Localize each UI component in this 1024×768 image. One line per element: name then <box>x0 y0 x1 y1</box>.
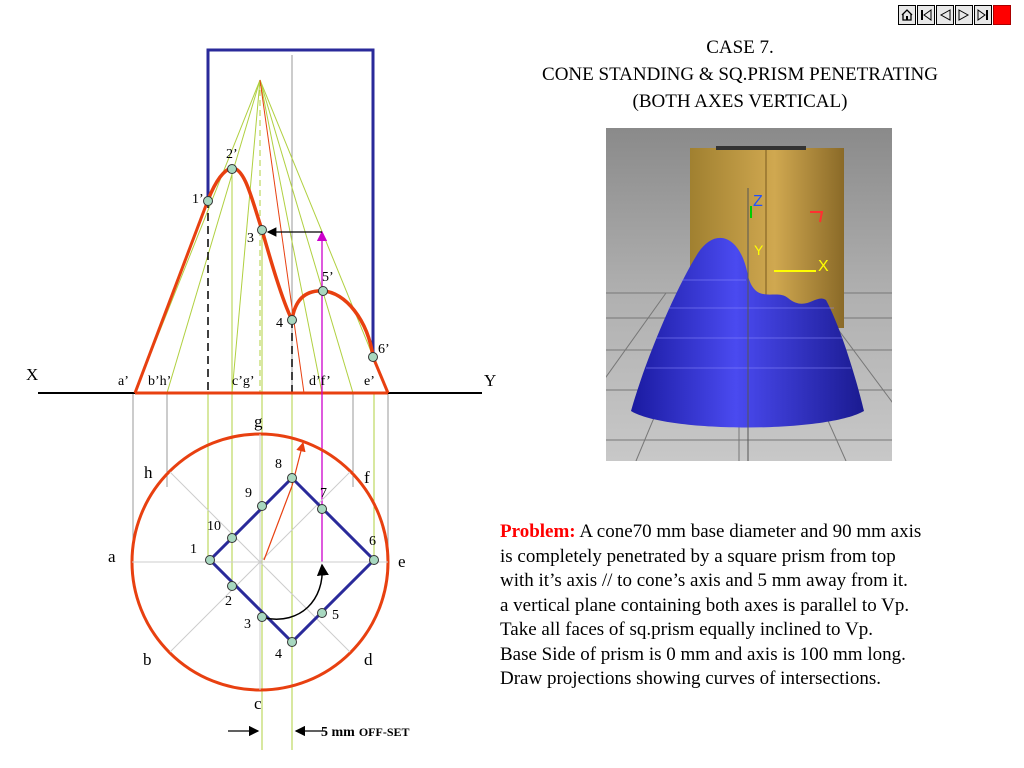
point-3-tv: 3 <box>244 617 251 632</box>
point-2-tv: 2 <box>225 594 232 609</box>
previous-slide-button[interactable] <box>936 5 954 25</box>
gen-label-a: a <box>108 547 116 566</box>
home-icon <box>900 8 914 22</box>
point-6-tv: 6 <box>369 534 376 549</box>
gen-label-e: e <box>398 552 406 571</box>
last-icon <box>976 8 990 22</box>
3d-render-image <box>606 128 892 461</box>
problem-line-7: Draw projections showing curves of intersections. <box>500 668 881 689</box>
problem-statement <box>500 520 1010 692</box>
point-1-tv: 1 <box>190 542 197 557</box>
offset-number: 5 mm <box>321 725 355 740</box>
title-line-3: (BOTH AXES VERTICAL) <box>632 91 848 112</box>
problem-line-3: with it’s axis // to cone’s axis and 5 mm away from it. <box>500 570 908 591</box>
label-a-prime: a’ <box>118 374 129 389</box>
label-e-prime: e’ <box>364 374 375 389</box>
point-10-tv: 10 <box>207 519 221 534</box>
point-4-fv: 4 <box>276 316 283 331</box>
stop-icon <box>995 8 1009 22</box>
point-9-tv: 9 <box>245 486 252 501</box>
cone-left-edge <box>135 200 208 393</box>
axis-z-label: Z <box>753 193 763 210</box>
first-slide-button[interactable] <box>917 5 935 25</box>
axis-y-label: Y <box>754 242 764 258</box>
problem-line-4: a vertical plane containing both axes is parallel to Vp. <box>500 594 910 616</box>
problem-line-5: Take all faces of sq.prism equally inclined to Vp. <box>500 619 873 640</box>
gen-label-d: d <box>364 650 373 669</box>
rotation-arrow <box>265 565 322 619</box>
next-slide-button[interactable] <box>955 5 973 25</box>
point-1-prime: 1’ <box>192 192 204 207</box>
label-bh-prime: b’h’ <box>148 374 172 389</box>
slide-title <box>490 34 990 115</box>
problem-line-1 <box>500 520 1010 545</box>
point-2-prime: 2’ <box>226 147 238 162</box>
point-3-fv: 3 <box>247 231 254 246</box>
fv-points <box>204 165 378 362</box>
point-7-tv: 7 <box>320 486 327 501</box>
offset-label <box>321 725 410 740</box>
first-icon <box>919 8 933 22</box>
prism-front-view <box>208 50 373 355</box>
gen-label-f: f <box>364 468 370 487</box>
slide-navigation <box>898 5 1012 25</box>
point-6-prime: 6’ <box>378 342 390 357</box>
home-button[interactable] <box>898 5 916 25</box>
point-8-tv: 8 <box>275 457 282 472</box>
problem-line-6: Base Side of prism is 0 mm and axis is 100 mm long. <box>500 643 906 665</box>
point-4-tv: 4 <box>275 647 282 662</box>
problem-text-1: A cone70 mm base diameter and 90 mm axis <box>575 521 922 542</box>
gen-label-g: g <box>254 412 263 431</box>
point-5-prime: 5’ <box>322 270 334 285</box>
offset-text: OFF-SET <box>358 725 410 739</box>
tv-generators <box>132 434 388 690</box>
last-slide-button[interactable] <box>974 5 992 25</box>
gen-label-h: h <box>144 463 153 482</box>
gen-label-b: b <box>143 650 152 669</box>
previous-icon <box>938 8 952 22</box>
red-generator-fv <box>260 80 304 393</box>
label-x: X <box>26 365 39 384</box>
point-5-tv: 5 <box>332 608 339 623</box>
title-line-1: CASE 7. <box>706 37 774 58</box>
label-y: Y <box>484 371 497 390</box>
problem-label: Problem: <box>500 521 576 542</box>
red-generator-tv <box>264 486 292 560</box>
prism-top-edge <box>716 146 806 150</box>
title-line-2: CONE STANDING & SQ.PRISM PENETRATING <box>542 64 938 85</box>
cone-right-edge <box>373 357 388 393</box>
problem-line-2: is completely penetrated by a square prism from top <box>500 545 896 567</box>
axis-x-label: X <box>818 258 829 275</box>
label-cg-prime: c’g’ <box>232 374 255 389</box>
label-df-prime: d’f’ <box>309 374 331 389</box>
next-icon <box>957 8 971 22</box>
end-show-button[interactable] <box>993 5 1011 25</box>
point-projectors <box>208 170 374 750</box>
gen-label-c: c <box>254 694 262 713</box>
